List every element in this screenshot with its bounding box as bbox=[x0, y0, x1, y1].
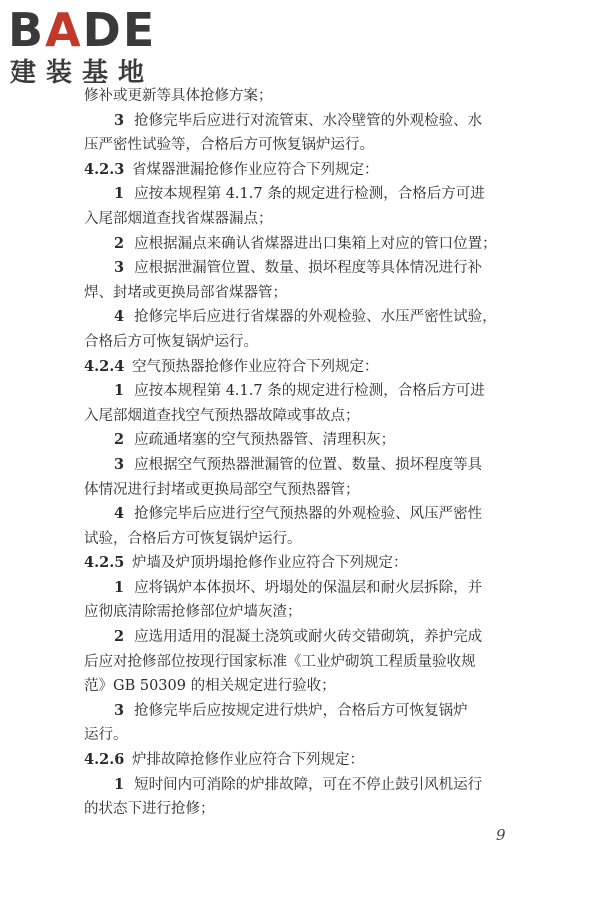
section-heading bbox=[84, 355, 524, 380]
item-number: 1 bbox=[114, 382, 125, 400]
item-text: 应疏通堵塞的空气预热器管、清理积灰； bbox=[134, 432, 396, 449]
text-line: 合格后方可恢复锅炉运行。 bbox=[84, 333, 258, 350]
item-number: 4 bbox=[114, 308, 125, 326]
item-text: 应按本规程第 4.1.7 条的规定进行检测，合格后方可进 bbox=[134, 383, 485, 400]
list-item bbox=[84, 232, 524, 257]
section-heading bbox=[84, 748, 524, 773]
item-text: 应根据漏点来确认省煤器进出口集箱上对应的管口位置； bbox=[134, 235, 497, 252]
section-title: 炉墙及炉顶坍塌抢修作业应符合下列规定： bbox=[132, 555, 408, 572]
list-item bbox=[84, 256, 524, 281]
section-title: 省煤器泄漏抢修作业应符合下列规定： bbox=[132, 161, 379, 178]
item-number: 3 bbox=[114, 455, 125, 473]
list-item bbox=[84, 773, 524, 798]
item-text: 应按本规程第 4.1.7 条的规定进行检测，合格后方可进 bbox=[134, 186, 485, 203]
item-text: 短时间内可消除的炉排故障，可在不停止鼓引风机运行 bbox=[134, 776, 483, 793]
item-number: 1 bbox=[114, 578, 125, 596]
text-line: 焊、封堵或更换局部省煤器管； bbox=[84, 284, 287, 301]
item-text: 应将锅炉本体损坏、坍塌处的保温层和耐火层拆除，并 bbox=[134, 579, 483, 596]
item-number: 3 bbox=[114, 111, 125, 129]
list-item bbox=[84, 305, 524, 330]
section-heading bbox=[84, 551, 524, 576]
item-number: 4 bbox=[114, 505, 125, 523]
text-line: 入尾部烟道查找空气预热器故障或事故点； bbox=[84, 407, 360, 424]
list-item bbox=[84, 502, 524, 527]
logo-subtitle: 建装基地 bbox=[10, 58, 155, 88]
item-number: 1 bbox=[114, 185, 125, 203]
section-title: 炉排故障抢修作业应符合下列规定： bbox=[132, 752, 364, 769]
list-item bbox=[84, 428, 524, 453]
item-number: 3 bbox=[114, 701, 125, 719]
item-number: 1 bbox=[114, 775, 125, 793]
document-body bbox=[84, 84, 524, 822]
text-line: 后应对抢修部位按现行国家标准《工业炉砌筑工程质量验收规 bbox=[84, 653, 476, 670]
page-number: 9 bbox=[496, 826, 506, 844]
list-item bbox=[84, 109, 524, 134]
item-number: 2 bbox=[114, 234, 125, 252]
section-heading bbox=[84, 158, 524, 183]
text-line: 压严密性试验等，合格后方可恢复锅炉运行。 bbox=[84, 137, 374, 154]
item-text: 抢修完毕后应进行对流管束、水冷壁管的外观检验、水 bbox=[134, 112, 483, 129]
text-line: 运行。 bbox=[84, 727, 128, 744]
section-number: 4.2.6 bbox=[84, 751, 125, 769]
section-title: 空气预热器抢修作业应符合下列规定： bbox=[132, 358, 379, 375]
list-item bbox=[84, 379, 524, 404]
item-number: 2 bbox=[114, 628, 125, 646]
item-text: 应选用适用的混凝土浇筑或耐火砖交错砌筑，养护完成 bbox=[134, 629, 483, 646]
item-text: 抢修完毕后应按规定进行烘炉，合格后方可恢复锅炉 bbox=[134, 702, 468, 719]
text-line: 修补或更新等具体抢修方案； bbox=[84, 88, 273, 104]
list-item bbox=[84, 453, 524, 478]
text-line: 的状态下进行抢修； bbox=[84, 801, 215, 818]
text-line: 体情况进行封堵或更换局部空气预热器管； bbox=[84, 481, 360, 498]
list-item bbox=[84, 182, 524, 207]
logo-wordmark: BADE bbox=[8, 3, 157, 57]
text-line: 试验，合格后方可恢复锅炉运行。 bbox=[84, 530, 302, 547]
section-number: 4.2.3 bbox=[84, 160, 125, 178]
item-text: 抢修完毕后应进行省煤器的外观检验、水压严密性试验， bbox=[134, 309, 497, 326]
section-number: 4.2.5 bbox=[84, 554, 125, 572]
list-item bbox=[84, 699, 524, 724]
item-number: 2 bbox=[114, 431, 125, 449]
list-item bbox=[84, 625, 524, 650]
list-item bbox=[84, 576, 524, 601]
text-line: 入尾部烟道查找省煤器漏点； bbox=[84, 210, 273, 227]
section-number: 4.2.4 bbox=[84, 357, 125, 375]
text-line: 范》GB 50309 的相关规定进行验收； bbox=[84, 678, 336, 695]
item-text: 抢修完毕后应进行空气预热器的外观检验、风压严密性 bbox=[134, 506, 483, 523]
item-text: 应根据泄漏管位置、数量、损坏程度等具体情况进行补 bbox=[134, 260, 483, 277]
bade-logo bbox=[6, 4, 174, 92]
item-number: 3 bbox=[114, 259, 125, 277]
text-line: 应彻底清除需抢修部位炉墙灰渣； bbox=[84, 604, 302, 621]
item-text: 应根据空气预热器泄漏管的位置、数量、损坏程度等具 bbox=[134, 456, 483, 473]
